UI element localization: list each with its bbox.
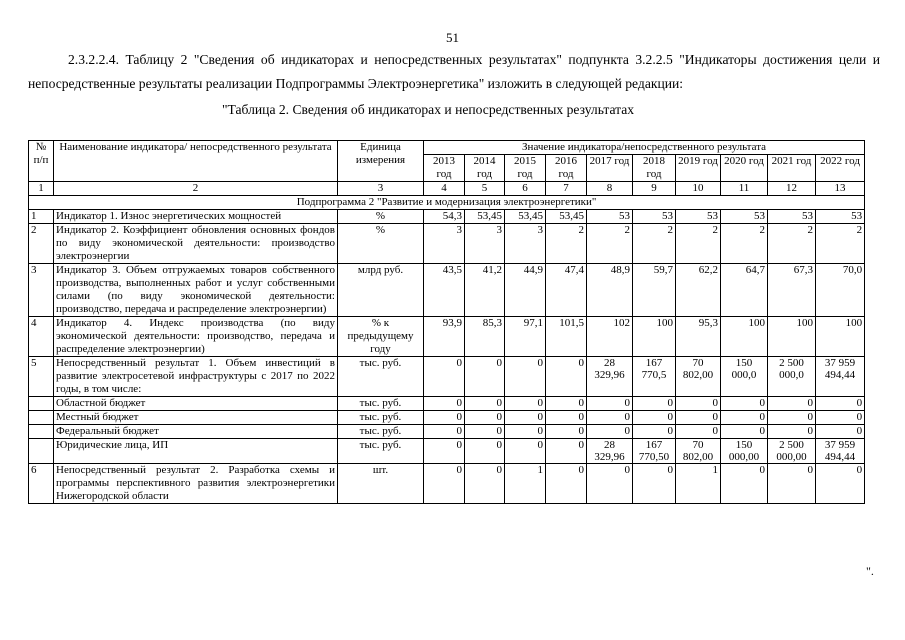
- row-value: 70 802,00: [676, 357, 721, 397]
- row-value: 0: [546, 425, 587, 439]
- row-value: 0: [505, 425, 546, 439]
- row-value: 93,9: [424, 317, 465, 357]
- row-value: 3: [424, 224, 465, 264]
- row-value: 0: [505, 357, 546, 397]
- column-number: 3: [338, 182, 424, 196]
- row-value: 0: [546, 439, 587, 464]
- row-unit: %: [338, 210, 424, 224]
- row-value: 0: [587, 397, 633, 411]
- row-value: 0: [546, 357, 587, 397]
- row-value: 0: [465, 439, 505, 464]
- row-unit: тыс. руб.: [338, 357, 424, 397]
- row-name: Индикатор 3. Объем отгружаемых товаров собственного производства, выполненных работ и услуг собственными силами (по виду экономической деятельности: производство, передача и распределение электроэнергии): [54, 264, 338, 317]
- header-year: 2021 год: [768, 155, 816, 182]
- row-num: 2: [29, 224, 54, 264]
- row-value: 43,5: [424, 264, 465, 317]
- header-year: 2016 год: [546, 155, 587, 182]
- row-value: 53: [721, 210, 768, 224]
- row-value: 62,2: [676, 264, 721, 317]
- column-number: 4: [424, 182, 465, 196]
- header-unit: Единица измерения: [338, 141, 424, 182]
- header-year: 2014 год: [465, 155, 505, 182]
- row-unit: %: [338, 224, 424, 264]
- row-value: 0: [465, 397, 505, 411]
- row-num: 4: [29, 317, 54, 357]
- row-value: 1: [676, 464, 721, 504]
- column-number: 1: [29, 182, 54, 196]
- page-number: 51: [446, 30, 459, 45]
- row-name: Областной бюджет: [54, 397, 338, 411]
- table-row: [29, 357, 865, 397]
- column-number: 5: [465, 182, 505, 196]
- row-value: 47,4: [546, 264, 587, 317]
- row-value: 0: [424, 411, 465, 425]
- row-value: 53: [633, 210, 676, 224]
- row-value: 67,3: [768, 264, 816, 317]
- row-name: Индикатор 2. Коэффициент обновления основных фондов по виду экономической деятельности: производство электроэнергии: [54, 224, 338, 264]
- row-value: 53: [768, 210, 816, 224]
- row-name: Индикатор 4. Индекс производства (по виду экономической деятельности: производство, передача и распределение электроэнергии): [54, 317, 338, 357]
- row-value: 0: [768, 411, 816, 425]
- row-value: 0: [721, 464, 768, 504]
- header-num: № п/п: [29, 141, 54, 182]
- row-value: 0: [465, 411, 505, 425]
- row-value: 102: [587, 317, 633, 357]
- row-value: 2: [546, 224, 587, 264]
- row-value: 0: [505, 397, 546, 411]
- row-value: 2: [721, 224, 768, 264]
- row-value: 2: [676, 224, 721, 264]
- row-name: Индикатор 1. Износ энергетических мощностей: [54, 210, 338, 224]
- column-number: 10: [676, 182, 721, 196]
- table-body: [29, 196, 865, 504]
- column-numbers-row: [29, 182, 865, 196]
- row-num: [29, 425, 54, 439]
- table-row: [29, 210, 865, 224]
- row-value: 70 802,00: [676, 439, 721, 464]
- row-value: 0: [587, 411, 633, 425]
- row-unit: шт.: [338, 464, 424, 504]
- row-value: 0: [633, 464, 676, 504]
- header-row-1: [29, 141, 865, 155]
- row-value: 0: [465, 464, 505, 504]
- row-unit: тыс. руб.: [338, 439, 424, 464]
- table-row: [29, 264, 865, 317]
- row-value: 0: [816, 411, 865, 425]
- row-value: 53,45: [505, 210, 546, 224]
- row-name: Непосредственный результат 2. Разработка схемы и программы перспективного развития электроэнергетики Нижегородской области: [54, 464, 338, 504]
- table-row: [29, 464, 865, 504]
- column-number: 13: [816, 182, 865, 196]
- row-value: 0: [721, 397, 768, 411]
- row-unit: тыс. руб.: [338, 397, 424, 411]
- header-year: 2022 год: [816, 155, 865, 182]
- row-value: 150 000,00: [721, 439, 768, 464]
- row-value: 100: [816, 317, 865, 357]
- table-row: [29, 439, 865, 464]
- row-value: 0: [676, 397, 721, 411]
- row-value: 0: [633, 397, 676, 411]
- row-value: 0: [546, 411, 587, 425]
- row-value: 53: [676, 210, 721, 224]
- row-value: 0: [816, 425, 865, 439]
- row-value: 2 500 000,0: [768, 357, 816, 397]
- row-value: 59,7: [633, 264, 676, 317]
- row-unit: млрд руб.: [338, 264, 424, 317]
- row-name: Юридические лица, ИП: [54, 439, 338, 464]
- row-num: 3: [29, 264, 54, 317]
- closing-quote: ".: [866, 564, 874, 578]
- row-value: 0: [424, 357, 465, 397]
- row-value: 2: [768, 224, 816, 264]
- row-name: Местный бюджет: [54, 411, 338, 425]
- row-value: 2: [587, 224, 633, 264]
- row-value: 3: [465, 224, 505, 264]
- row-value: 0: [546, 464, 587, 504]
- subprogram-row: [29, 196, 865, 210]
- row-value: 0: [424, 425, 465, 439]
- row-unit: тыс. руб.: [338, 411, 424, 425]
- row-value: 100: [721, 317, 768, 357]
- row-name: Непосредственный результат 1. Объем инвестиций в развитие электросетевой инфраструктуры с 2017 по 2022 годы, в том числе:: [54, 357, 338, 397]
- row-num: [29, 411, 54, 425]
- table-row: [29, 411, 865, 425]
- table-row: [29, 397, 865, 411]
- row-value: 100: [768, 317, 816, 357]
- header-name: Наименование индикатора/ непосредственного результата: [54, 141, 338, 182]
- column-number: 8: [587, 182, 633, 196]
- row-value: 41,2: [465, 264, 505, 317]
- header-year: 2015 год: [505, 155, 546, 182]
- row-value: 2: [816, 224, 865, 264]
- row-value: 167 770,5: [633, 357, 676, 397]
- row-value: 48,9: [587, 264, 633, 317]
- row-value: 64,7: [721, 264, 768, 317]
- header-year: 2019 год: [676, 155, 721, 182]
- row-value: 85,3: [465, 317, 505, 357]
- row-value: 0: [465, 425, 505, 439]
- row-value: 97,1: [505, 317, 546, 357]
- row-num: [29, 397, 54, 411]
- row-value: 0: [676, 411, 721, 425]
- row-value: 0: [505, 411, 546, 425]
- header-year: 2018 год: [633, 155, 676, 182]
- column-number: 2: [54, 182, 338, 196]
- column-number: 7: [546, 182, 587, 196]
- column-number: 12: [768, 182, 816, 196]
- row-num: [29, 439, 54, 464]
- column-number: 6: [505, 182, 546, 196]
- header-year: 2017 год: [587, 155, 633, 182]
- row-num: 6: [29, 464, 54, 504]
- row-name: Федеральный бюджет: [54, 425, 338, 439]
- row-value: 37 959 494,44: [816, 439, 865, 464]
- row-value: 53: [816, 210, 865, 224]
- row-value: 37 959 494,44: [816, 357, 865, 397]
- header-year: 2013 год: [424, 155, 465, 182]
- row-value: 0: [465, 357, 505, 397]
- row-value: 0: [424, 439, 465, 464]
- row-value: 0: [546, 397, 587, 411]
- row-value: 54,3: [424, 210, 465, 224]
- row-value: 2: [633, 224, 676, 264]
- intro-paragraph: 2.3.2.2.4. Таблицу 2 "Сведения об индикаторах и непосредственных результатах" подпункта 3.2.2.5 "Индикаторы достижения цели и непосредственные результаты реализации Подпрограммы Электроэнергетика" изложить в следующей редакции:: [28, 52, 880, 91]
- row-num: 1: [29, 210, 54, 224]
- row-value: 0: [768, 464, 816, 504]
- row-value: 0: [633, 411, 676, 425]
- row-value: 44,9: [505, 264, 546, 317]
- table-row: [29, 317, 865, 357]
- table-caption: "Таблица 2. Сведения об индикаторах и непосредственных результатах: [222, 102, 635, 117]
- row-value: 53,45: [546, 210, 587, 224]
- row-value: 2 500 000,00: [768, 439, 816, 464]
- row-value: 0: [424, 397, 465, 411]
- column-number: 9: [633, 182, 676, 196]
- row-value: 53: [587, 210, 633, 224]
- row-value: 0: [768, 397, 816, 411]
- table-row: [29, 425, 865, 439]
- column-number: 11: [721, 182, 768, 196]
- row-value: 28 329,96: [587, 357, 633, 397]
- row-value: 0: [505, 439, 546, 464]
- row-value: 0: [587, 425, 633, 439]
- row-unit: тыс. руб.: [338, 425, 424, 439]
- table-row: [29, 224, 865, 264]
- row-value: 3: [505, 224, 546, 264]
- row-value: 0: [633, 425, 676, 439]
- row-value: 0: [816, 464, 865, 504]
- row-value: 70,0: [816, 264, 865, 317]
- header-value-group: Значение индикатора/непосредственного результата: [424, 141, 865, 155]
- row-value: 100: [633, 317, 676, 357]
- row-value: 0: [768, 425, 816, 439]
- row-value: 0: [721, 411, 768, 425]
- row-num: 5: [29, 357, 54, 397]
- row-value: 95,3: [676, 317, 721, 357]
- row-value: 53,45: [465, 210, 505, 224]
- row-value: 0: [587, 464, 633, 504]
- subprogram-title: Подпрограмма 2 "Развитие и модернизация электроэнергетики": [29, 196, 865, 210]
- row-unit: % к предыдущему году: [338, 317, 424, 357]
- row-value: 28 329,96: [587, 439, 633, 464]
- row-value: 1: [505, 464, 546, 504]
- row-value: 0: [676, 425, 721, 439]
- row-value: 0: [721, 425, 768, 439]
- row-value: 167 770,50: [633, 439, 676, 464]
- row-value: 101,5: [546, 317, 587, 357]
- row-value: 150 000,0: [721, 357, 768, 397]
- row-value: 0: [424, 464, 465, 504]
- header-year: 2020 год: [721, 155, 768, 182]
- row-value: 0: [816, 397, 865, 411]
- indicators-table: [28, 140, 865, 504]
